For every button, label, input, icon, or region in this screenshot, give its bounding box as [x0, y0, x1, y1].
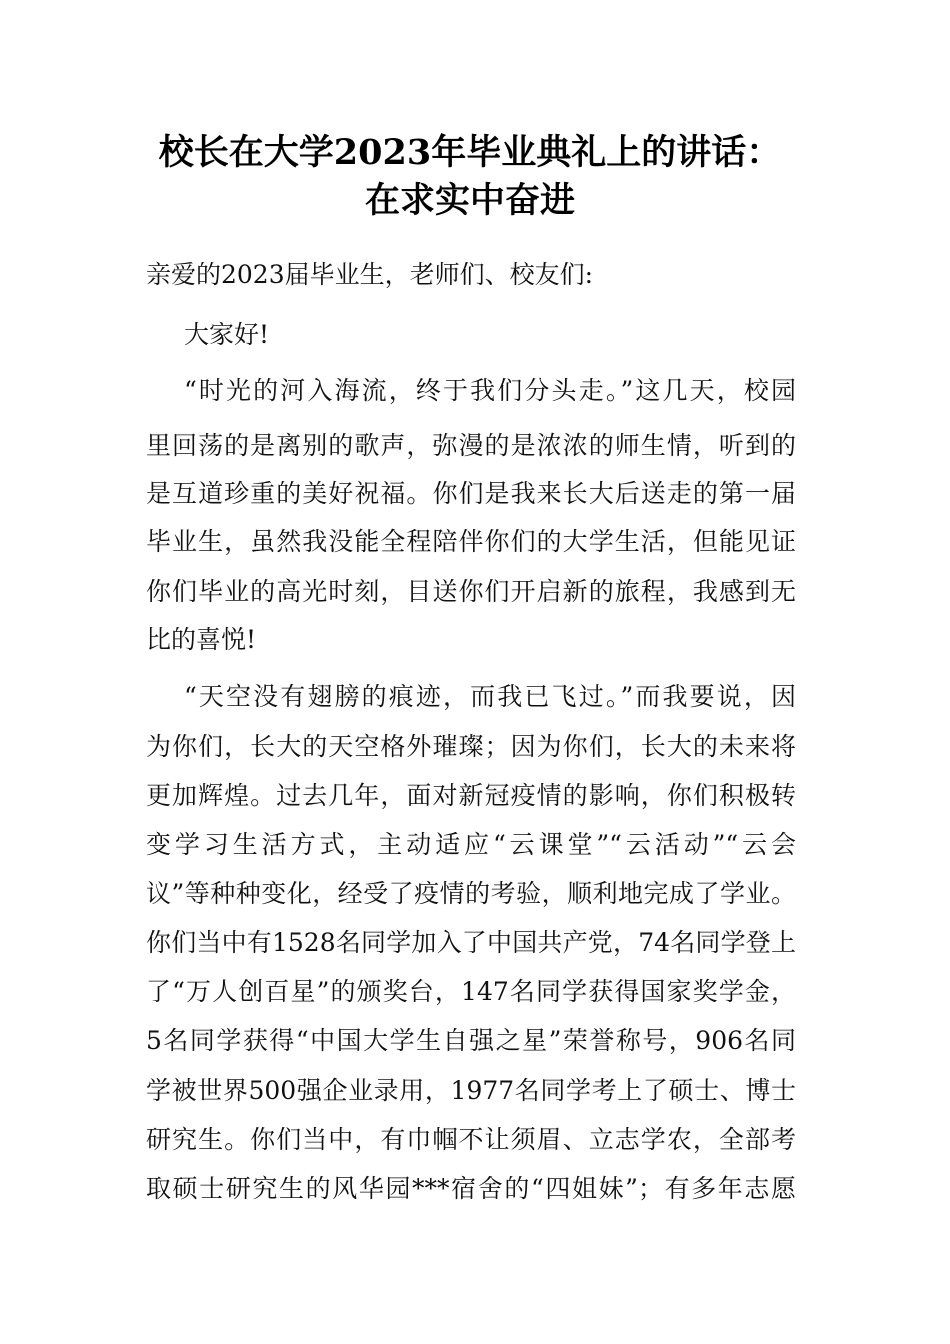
paragraph-1-line: 里回荡的是离别的歌声，弥漫的是浓浓的师生情，听到的 — [146, 431, 796, 460]
paragraph-2-line: 你们当中有1528名同学加入了中国共产党，74名同学登上 — [146, 928, 796, 957]
paragraph-1-line: “时光的河入海流，终于我们分头走。”这几天，校园 — [184, 376, 796, 405]
document-title-line-1: 校长在大学2023年毕业典礼上的讲话： — [158, 132, 782, 173]
paragraph-2-line: 5名同学获得“中国大学生自强之星”荣誉称号，906名同 — [146, 1026, 796, 1055]
paragraph-1-line: 毕业生，虽然我没能全程陪伴你们的大学生活，但能见证 — [146, 527, 796, 556]
paragraph-2-line: 了“万人创百星”的颁奖台，147名同学获得国家奖学金， — [146, 977, 796, 1006]
paragraph-1-line: 你们毕业的高光时刻，目送你们开启新的旅程，我感到无 — [146, 577, 796, 606]
paragraph-1-line: 比的喜悦! — [146, 625, 257, 654]
document-title-line-2: 在求实中奋进 — [364, 180, 575, 221]
paragraph-2-line: 更加辉煌。过去几年，面对新冠疫情的影响，你们积极转 — [146, 781, 796, 810]
paragraph-2-line: 学被世界500强企业录用，1977名同学考上了硕士、博士 — [146, 1076, 796, 1105]
salutation: 亲爱的2023届毕业生，老师们、校友们: — [146, 260, 594, 289]
paragraph-2-line: 为你们，长大的天空格外璀璨；因为你们，长大的未来将 — [146, 732, 796, 761]
paragraph-2-line: “天空没有翅膀的痕迹，而我已飞过。”而我要说，因 — [184, 682, 796, 711]
paragraph-2-line: 研究生。你们当中，有巾帼不让须眉、立志学农，全部考 — [146, 1125, 796, 1154]
paragraph-2-line: 议”等种种变化，经受了疫情的考验，顺利地完成了学业。 — [146, 879, 796, 908]
paragraph-2-line: 变学习生活方式，主动适应“云课堂”“云活动”“云会 — [146, 830, 796, 859]
paragraph-2-line: 取硕士研究生的风华园***宿舍的“四姐妹”；有多年志愿 — [146, 1174, 796, 1203]
paragraph-1-line: 是互道珍重的美好祝福。你们是我来长大后送走的第一届 — [146, 479, 796, 508]
greeting: 大家好! — [184, 320, 270, 349]
